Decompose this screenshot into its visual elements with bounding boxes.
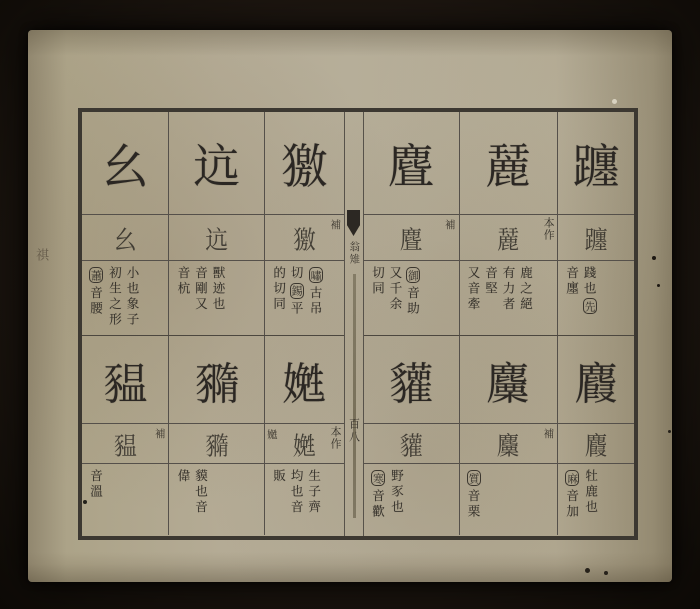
- seal-form-cell: [558, 215, 634, 261]
- headword-character: 躔: [572, 139, 620, 195]
- entry-column: [459, 336, 558, 535]
- annotation-lines: [560, 266, 597, 333]
- rhyme-category-box: 錫: [290, 283, 304, 299]
- headword-cell: [265, 336, 344, 424]
- seal-form-cell: [265, 424, 344, 464]
- annotation-line: [211, 266, 224, 333]
- annotation-cell: [265, 261, 344, 335]
- photo-speck: [668, 430, 671, 433]
- annotation-text: 小也象子: [125, 266, 141, 328]
- photo-speck: [585, 568, 590, 573]
- seal-script-form: 麜: [496, 432, 520, 461]
- seal-script-form: 䝐: [205, 432, 229, 461]
- headword-cell: [558, 112, 634, 215]
- annotation-text: 古吊: [308, 286, 324, 317]
- annotation-cell: [82, 464, 168, 535]
- fold-crease-line: [353, 274, 356, 518]
- annotation-line: [467, 266, 480, 333]
- annotation-line: [406, 266, 420, 333]
- headword-character: 迒: [193, 139, 241, 195]
- left-page: [82, 112, 344, 536]
- annotation-line: [309, 266, 323, 333]
- annotation-text: 踐也: [582, 266, 598, 297]
- supplement-marker: 補: [445, 219, 456, 231]
- printed-border-frame: [78, 108, 638, 540]
- seal-form-cell: [460, 424, 558, 464]
- seal-script-form: 獥: [293, 226, 317, 255]
- annotation-text: 偉: [175, 469, 191, 485]
- entry-column: [459, 112, 558, 335]
- annotation-line: [89, 266, 103, 333]
- headword-character: 麚: [574, 358, 619, 410]
- annotation-cell: [265, 464, 344, 535]
- headword-cell: [169, 112, 264, 215]
- entry-column: [168, 112, 264, 335]
- rhyme-category-box: 寒: [371, 470, 385, 486]
- annotation-line: [371, 266, 384, 333]
- annotation-text: 貘也音: [193, 469, 209, 516]
- annotation-line: [389, 266, 402, 333]
- supplement-marker: 補: [330, 219, 341, 231]
- headword-cell: [364, 112, 459, 215]
- headword-cell: [82, 336, 168, 424]
- right-page: [364, 112, 634, 536]
- annotation-line: [194, 266, 207, 333]
- seal-form-cell: [558, 424, 634, 464]
- seal-form-cell: [82, 424, 168, 464]
- headword-character: 豱: [103, 358, 148, 410]
- annotation-text: 切同: [370, 266, 386, 297]
- entry-column: [364, 336, 459, 535]
- book-spread-paper: [28, 30, 672, 582]
- annotation-text: 音杭: [175, 266, 191, 297]
- headword-character: 麜: [486, 358, 531, 410]
- rhyme-category-box: 先: [583, 298, 597, 314]
- annotation-cell: [558, 261, 634, 335]
- annotation-cell: [558, 464, 634, 535]
- annotation-text: 鹿之絕: [518, 266, 534, 313]
- annotation-line: [194, 469, 207, 533]
- entry-column: [557, 336, 634, 535]
- annotation-line: [290, 266, 304, 333]
- annotation-line: [176, 266, 189, 333]
- annotation-text: 生子齊: [306, 469, 322, 516]
- paper-edge-handwritten-mark: 祺: [33, 248, 48, 261]
- headword-cell: [364, 336, 459, 424]
- seal-script-form: 躔: [584, 226, 608, 255]
- annotation-line: [565, 469, 579, 533]
- annotation-lines: [560, 469, 597, 533]
- annotation-line: [371, 469, 385, 533]
- entry-column: [168, 336, 264, 535]
- photo-speck: [657, 284, 660, 287]
- seal-form-cell: [82, 215, 168, 261]
- headword-character: 貛: [389, 358, 434, 410]
- annotation-line: [519, 266, 532, 333]
- entry-band: [364, 336, 634, 535]
- annotation-line: [108, 266, 121, 333]
- seal-script-form: 豱: [113, 432, 137, 461]
- annotation-text: 音腰: [88, 286, 104, 317]
- annotation-line: [272, 469, 285, 533]
- headword-character: 獥: [281, 139, 329, 195]
- center-fold-column: [344, 112, 364, 536]
- annotation-line: [467, 469, 481, 533]
- headword-cell: [82, 112, 168, 215]
- seal-form-cell: [265, 215, 344, 261]
- seal-form-cell: [364, 424, 459, 464]
- entry-column: [82, 112, 168, 335]
- entry-column: [364, 112, 459, 335]
- page-number: 百八: [347, 418, 361, 444]
- annotation-lines: [366, 266, 420, 333]
- photo-speck: [652, 256, 656, 260]
- seal-script-form: 幺: [113, 226, 137, 255]
- annotation-text: 音廛: [564, 266, 580, 297]
- annotation-cell: [82, 261, 168, 335]
- annotation-lines: [84, 266, 141, 333]
- annotation-text: 音助: [405, 286, 421, 317]
- headword-character: 嬎: [282, 358, 327, 410]
- photo-speck: [83, 500, 87, 504]
- photo-speck: [612, 99, 617, 104]
- rhyme-category-box: 御: [406, 267, 420, 283]
- supplement-marker: 補: [154, 428, 166, 440]
- headword-cell: [460, 336, 558, 424]
- annotation-text: 平: [289, 301, 305, 317]
- annotation-line: [272, 266, 285, 333]
- headword-cell: [460, 112, 558, 215]
- annotation-lines: [366, 469, 403, 533]
- seal-form-cell: [364, 215, 459, 261]
- rhyme-category-box: 蕭: [89, 267, 103, 283]
- headword-cell: [265, 112, 344, 215]
- annotation-lines: [171, 469, 209, 533]
- annotation-line: [484, 266, 497, 333]
- entry-column: [264, 112, 344, 335]
- seal-script-form: 貛: [399, 432, 423, 461]
- annotation-line: [290, 469, 303, 533]
- annotation-lines: [171, 266, 224, 333]
- seal-script-form: 麆: [399, 226, 423, 255]
- headword-character: 麉: [484, 139, 532, 195]
- annotation-line: [176, 469, 189, 533]
- annotation-cell: [364, 261, 459, 335]
- annotation-line: [583, 266, 597, 333]
- entry-column: [82, 336, 168, 535]
- original-form-note: 本作: [542, 217, 556, 241]
- annotation-text: 野豕也: [389, 469, 405, 516]
- rhyme-category-box: 麻: [565, 470, 579, 486]
- annotation-cell: [364, 464, 459, 535]
- annotation-text: 獸迹也: [210, 266, 226, 313]
- annotation-cell: [169, 261, 264, 335]
- seal-script-form: 麉: [496, 226, 520, 255]
- annotation-cell: [169, 464, 264, 535]
- annotation-text: 音剛又: [193, 266, 209, 313]
- fishtail-fold-mark: [347, 210, 360, 236]
- variant-form-note: 嬔: [267, 429, 278, 441]
- seal-form-cell: [169, 424, 264, 464]
- headword-character: 麆: [387, 139, 435, 195]
- annotation-text: 又千余: [388, 266, 404, 313]
- headword-cell: [169, 336, 264, 424]
- annotation-line: [307, 469, 320, 533]
- photo-speck: [604, 571, 608, 575]
- fold-title-text: 翁雉: [348, 241, 361, 266]
- annotation-line: [126, 266, 139, 333]
- entry-band: [82, 336, 344, 535]
- annotation-cell: [460, 261, 558, 335]
- annotation-text: 切: [289, 266, 305, 282]
- seal-script-form: 迒: [205, 226, 229, 255]
- annotation-text: 音栗: [466, 489, 482, 520]
- headword-cell: [558, 336, 634, 424]
- annotation-text: 均也音: [289, 469, 305, 516]
- annotation-text: 又音牽: [466, 266, 482, 313]
- annotation-text: 販: [271, 469, 287, 485]
- annotation-text: 音溫: [88, 469, 104, 500]
- entry-band: [82, 112, 344, 336]
- annotation-line: [565, 266, 578, 333]
- annotation-text: 的切同: [271, 266, 287, 313]
- annotation-line: [584, 469, 597, 533]
- annotation-line: [390, 469, 403, 533]
- annotation-text: 有力者: [501, 266, 517, 313]
- annotation-lines: [267, 266, 323, 333]
- annotation-text: 音加: [564, 489, 580, 520]
- headword-character: 幺: [101, 139, 149, 195]
- entry-column: [557, 112, 634, 335]
- entry-column: [264, 336, 344, 535]
- annotation-text: 初生之形: [107, 266, 123, 328]
- entry-band: [364, 112, 634, 336]
- annotation-lines: [462, 266, 532, 333]
- supplement-marker: 補: [543, 428, 555, 440]
- annotation-text: 牡鹿也: [583, 469, 599, 516]
- rhyme-category-box: 嘯: [309, 267, 323, 283]
- annotation-lines: [267, 469, 320, 533]
- annotation-text: 音堅: [483, 266, 499, 297]
- seal-form-cell: [460, 215, 558, 261]
- rhyme-category-box: 質: [467, 470, 481, 486]
- annotation-lines: [462, 469, 481, 533]
- annotation-line: [502, 266, 515, 333]
- seal-form-cell: [169, 215, 264, 261]
- headword-character: 䝐: [194, 358, 239, 410]
- original-form-note: 本作: [329, 426, 342, 450]
- annotation-cell: [460, 464, 558, 535]
- seal-script-form: 麚: [584, 432, 608, 461]
- annotation-text: 音歡: [370, 489, 386, 520]
- seal-script-form: 嬎: [293, 432, 317, 461]
- annotation-line: [89, 469, 102, 533]
